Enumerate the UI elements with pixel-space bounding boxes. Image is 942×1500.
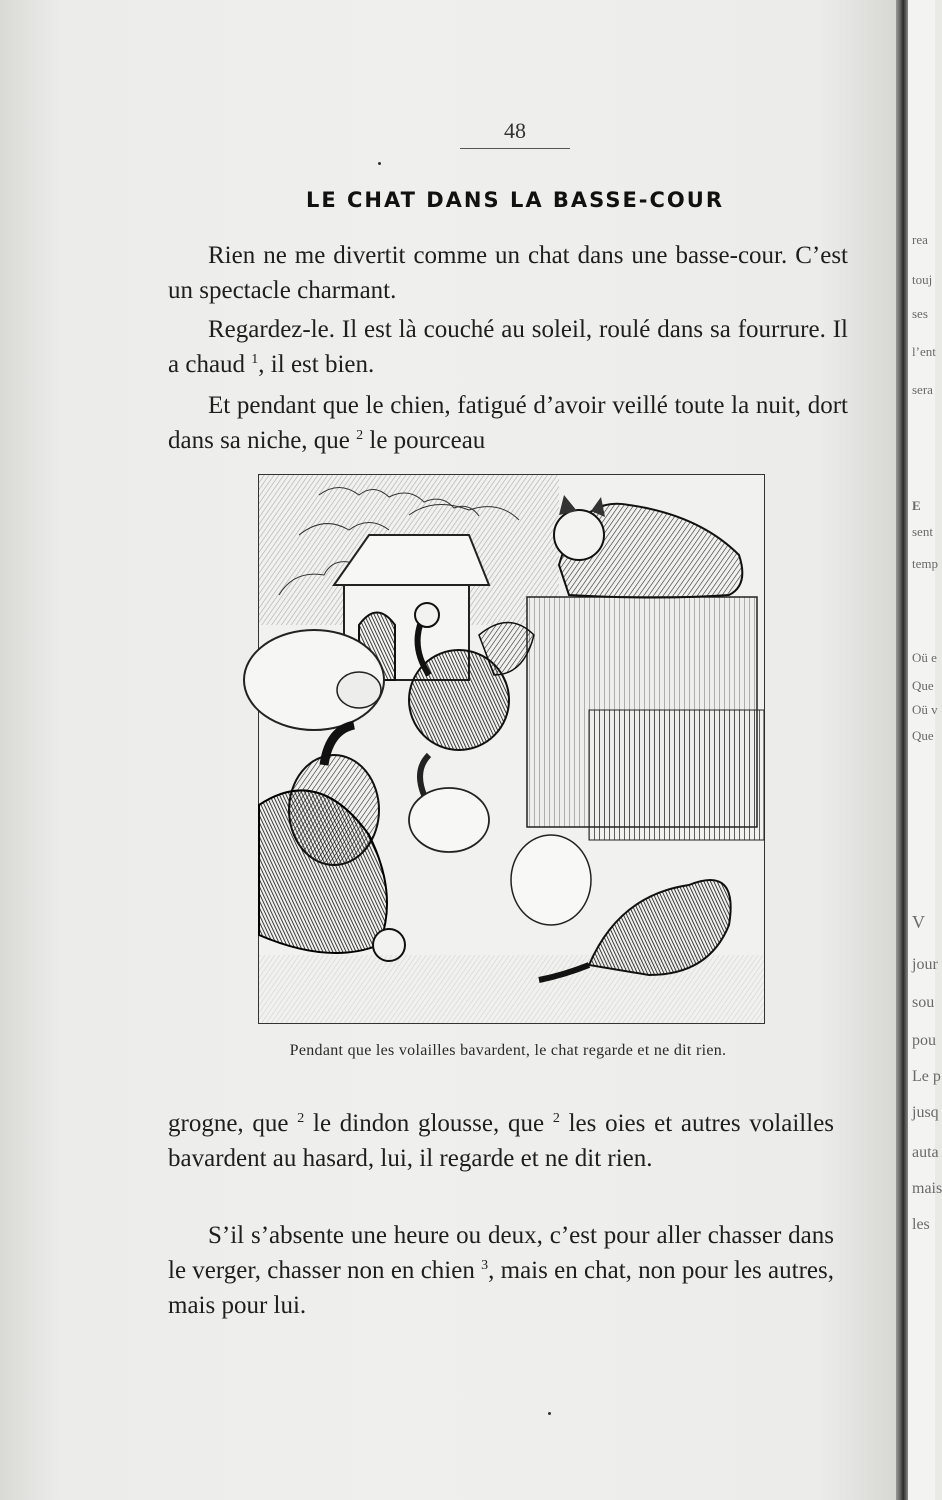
bleed-text: pou — [912, 1032, 936, 1049]
paragraph-2-text-b: , il est bien. — [258, 351, 375, 378]
bleed-text: Que — [912, 678, 934, 693]
footnote-marker: 3 — [481, 1258, 489, 1273]
paragraph-2 — [168, 312, 848, 382]
paragraph-5 — [168, 1218, 834, 1323]
bleed-text: sera — [912, 382, 933, 397]
paragraph-1-text: Rien ne me divertit comme un chat dans une basse-cour. C’est un spectacle charmant. — [168, 242, 848, 304]
bleed-text: Que — [912, 728, 934, 743]
bleed-text: les — [912, 1216, 930, 1233]
bleed-text: Le p — [912, 1068, 941, 1085]
farmyard-engraving — [259, 475, 764, 1023]
footnote-marker: 1 — [251, 352, 259, 367]
footnote-marker: 2 — [297, 1111, 305, 1126]
bleed-text: touj — [912, 272, 933, 287]
page-number-rule — [460, 148, 570, 149]
bleed-text: Oü e — [912, 650, 937, 665]
bleed-text: l’ent — [912, 344, 936, 359]
paragraph-4 — [168, 1106, 834, 1176]
bleed-text: mais — [912, 1180, 942, 1197]
paragraph-2-text-a: Regardez-le. Il est là couché au soleil, roulé dans sa fourrure. Il a chaud — [168, 316, 848, 378]
book-gutter — [896, 0, 908, 1500]
pig-figure — [244, 630, 384, 730]
print-speck — [548, 1412, 551, 1415]
print-speck — [378, 162, 381, 165]
paragraph-5-text-a: S’il s’absente une heure ou deux, c’est pour aller chasser dans le verger, chasser non en chien — [168, 1222, 834, 1284]
facing-page-edge — [908, 0, 942, 1500]
paragraph-4-text-a: grogne, que — [168, 1110, 289, 1137]
bleed-text: rea — [912, 232, 928, 247]
bleed-text: sou — [912, 994, 935, 1011]
paragraph-3-text-b: le pourceau — [363, 427, 486, 454]
bleed-text: Oü v — [912, 702, 938, 717]
figure-caption: Pendant que les volailles bavardent, le chat regarde et ne dit rien. — [289, 1042, 727, 1059]
paragraph-5-text-b: , mais en chat, non pour les autres, mais pour lui. — [168, 1257, 834, 1319]
bleed-text: jour — [912, 956, 938, 973]
paragraph-4-text-b: le dindon glousse, que — [304, 1110, 545, 1137]
bleed-text: temp — [912, 556, 938, 571]
paragraph-3-text-a: Et pendant que le chien, fatigué d’avoir veillé toute la nuit, dort dans sa niche, que — [168, 392, 848, 454]
bleed-text: ses — [912, 306, 928, 321]
bleed-text: V — [912, 912, 925, 932]
bleed-text: E — [912, 498, 921, 513]
page-number: 48 — [504, 118, 526, 143]
paragraph-1 — [168, 238, 848, 308]
chapter-title: LE CHAT DANS LA BASSE-COUR — [305, 188, 725, 212]
engraving-illustration — [258, 474, 765, 1024]
bleed-text: sent — [912, 524, 933, 539]
bleed-text: jusq — [912, 1104, 939, 1121]
paragraph-3 — [168, 388, 848, 458]
footnote-marker: 2 — [552, 1111, 560, 1126]
paragraph-4-text-c: les oies et autres volailles bavardent au hasard, lui, il regarde et ne dit rien. — [168, 1110, 835, 1172]
footnote-marker: 2 — [356, 428, 364, 443]
bleed-text: auta — [912, 1144, 939, 1161]
